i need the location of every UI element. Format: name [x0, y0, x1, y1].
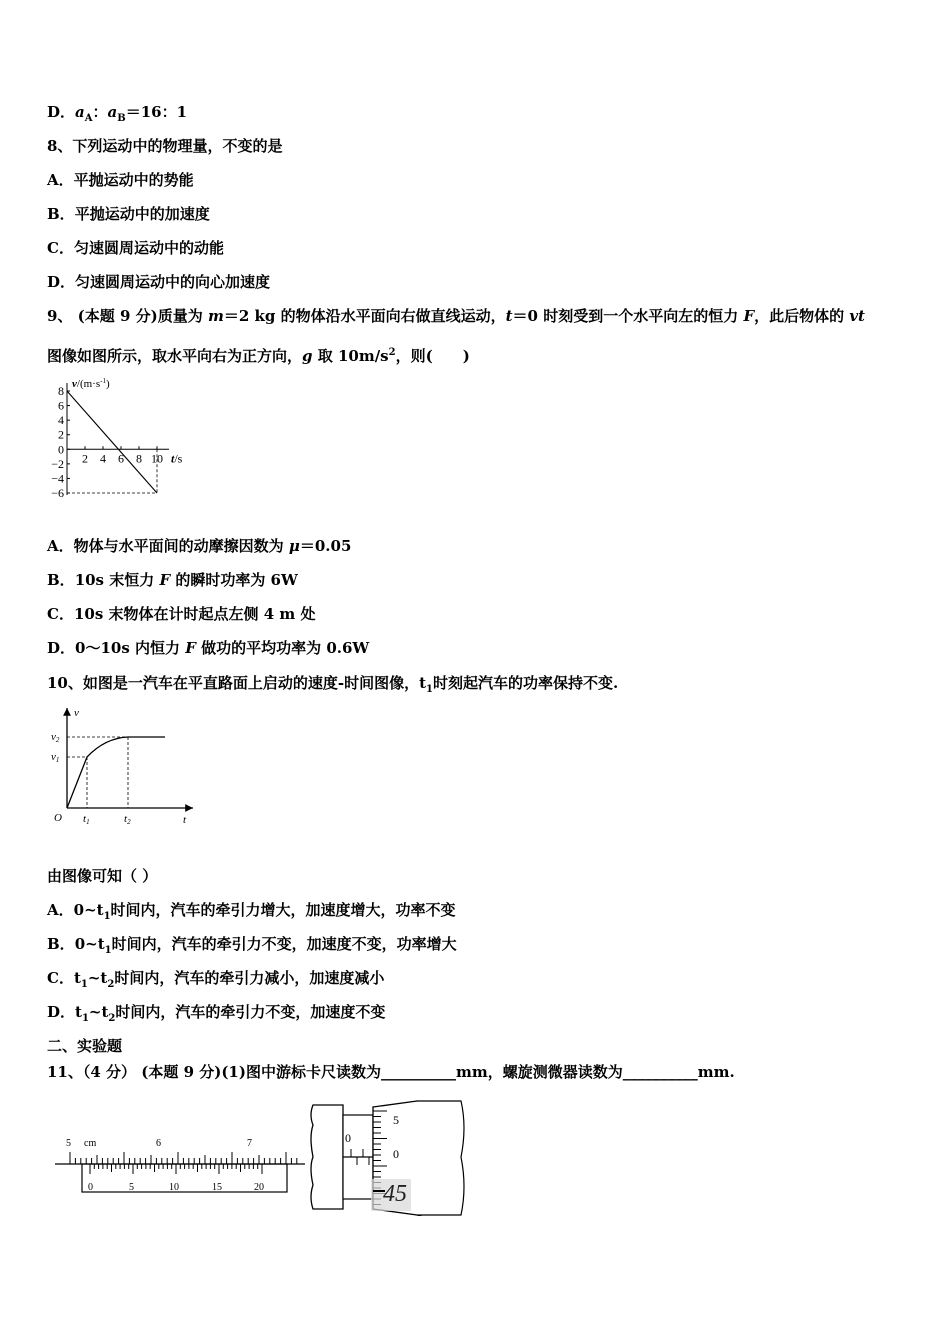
q9-y-tick-label: 8 [58, 384, 64, 398]
q10-label-v: v [74, 707, 79, 719]
q9-x-tick-label: 8 [136, 451, 142, 466]
q10-label-t2: t2 [124, 813, 131, 826]
option-prefix: D． [47, 103, 76, 121]
q11-stem: 11、（4 分） (本题 9 分)(1)图中游标卡尺读数为__________mm，螺旋测微器读数为__________mm. [47, 1063, 735, 1081]
q9-x-tick-label: 10 [151, 451, 163, 466]
q10-option-b: B．$0\sim t_1$时间内，汽车的牵引力不变，加速度不变，功率增大 [47, 935, 457, 956]
q8-option-d: D．匀速圆周运动中的向心加速度 [47, 273, 271, 291]
caliper-vernier-label-10: 10 [169, 1182, 179, 1193]
q10-label-v2: v2 [51, 731, 60, 744]
q8-option-c: C．匀速圆周运动中的动能 [47, 239, 224, 257]
q10-vt-graph [45, 702, 205, 832]
q9-y-tick-label: −4 [51, 471, 64, 486]
caliper-vernier-label-15: 15 [212, 1182, 222, 1193]
q9-option-a: A．物体与水平面间的动摩擦因数为 μ＝0.05 [47, 537, 352, 555]
q10-label-o: O [54, 812, 62, 824]
q10-stem: 10、如图是一汽车在平直路面上启动的速度-时间图像，$t_1$时刻起汽车的功率保持不变. [47, 674, 619, 695]
q9-vt-chart [45, 375, 195, 500]
q9-option-d: D．0～10s 内恒力 F 做功的平均功率为 0.6W [47, 639, 370, 657]
caliper-vernier-label-0: 0 [88, 1182, 93, 1193]
q10-option-a: A．$0\sim t_1$时间内，汽车的牵引力增大，加速度增大，功率不变 [47, 901, 456, 922]
q9-y-tick-label: −6 [51, 486, 64, 500]
q8-stem: 8、下列运动中的物理量，不变的是 [47, 137, 283, 155]
q9-y-tick-label: 6 [58, 398, 64, 413]
q9-x-tick-label: 2 [82, 451, 88, 466]
caliper-vernier-label-20: 20 [254, 1182, 264, 1193]
q9-y-tick-label: 2 [58, 427, 64, 442]
caliper-main-label-6: 6 [156, 1138, 161, 1149]
q9-x-tick-label: 6 [118, 451, 124, 466]
answer-blank-micrometer: __________ [622, 1063, 698, 1081]
micrometer-anvil-frame [311, 1105, 343, 1209]
q10-option-c: C．$t_1\sim t_2$时间内，汽车的牵引力减小，加速度减小 [47, 969, 385, 990]
micrometer-ratchet [417, 1101, 464, 1215]
q9-x-axis-label: t/s [171, 451, 183, 466]
q9-x-tick-label: 4 [100, 451, 106, 466]
q10-option-d: D．$t_1\sim t_2$时间内，汽车的牵引力不变，加速度不变 [47, 1003, 386, 1024]
micrometer-handwritten-reading: 45 [383, 1181, 407, 1207]
q9-y-tick-label: 0 [58, 442, 64, 457]
micrometer-thimble-label-5: 5 [393, 1113, 399, 1127]
q10-lead: 由图像可知（ ） [47, 867, 158, 885]
q10-label-v1: v1 [51, 751, 60, 764]
q9-stem-line2: 图像如图所示，取水平向右为正方向，g 取 $10m/s^2$，则( ) [47, 347, 470, 365]
micrometer-thimble-label-0: 0 [393, 1147, 399, 1161]
section-experiment-title: 二、实验题 [47, 1037, 123, 1055]
q9-y-axis-label: $v/(m\cdot s^{-1})$ [72, 377, 110, 390]
q10-label-t: t [183, 814, 187, 826]
caliper-main-label-5: 5 [66, 1138, 71, 1149]
q10-curve [67, 737, 165, 808]
caliper-main-label-7: 7 [247, 1138, 252, 1149]
q9-stem-line1: 9、 (本题 9 分)质量为 m＝2 kg 的物体沿水平面向右做直线运动，t＝0 时刻受到一个水平向左的恒力 F，此后物体的 vt [47, 307, 865, 325]
caliper-unit-label: cm [84, 1138, 97, 1149]
vernier-caliper [50, 1130, 310, 1200]
q9-option-b: B．10s 末恒力 F 的瞬时功率为 6W [47, 571, 298, 589]
q9-series-line [67, 391, 157, 493]
q10-label-t1: t1 [83, 813, 90, 826]
answer-blank-caliper: __________ [380, 1063, 456, 1081]
micrometer-sleeve-zero: 0 [345, 1131, 351, 1145]
q8-option-a: A．平抛运动中的势能 [47, 171, 194, 189]
q9-y-tick-label: 4 [58, 413, 64, 428]
q7-option-d: D．$a_A$：$a_B=16$：1 [47, 103, 188, 124]
screw-micrometer [305, 1097, 475, 1222]
q9-y-tick-label: −2 [51, 456, 64, 471]
caliper-vernier-label-5: 5 [129, 1182, 134, 1193]
q9-option-c: C．10s 末物体在计时起点左侧 4 m 处 [47, 605, 316, 623]
q8-option-b: B．平抛运动中的加速度 [47, 205, 210, 223]
